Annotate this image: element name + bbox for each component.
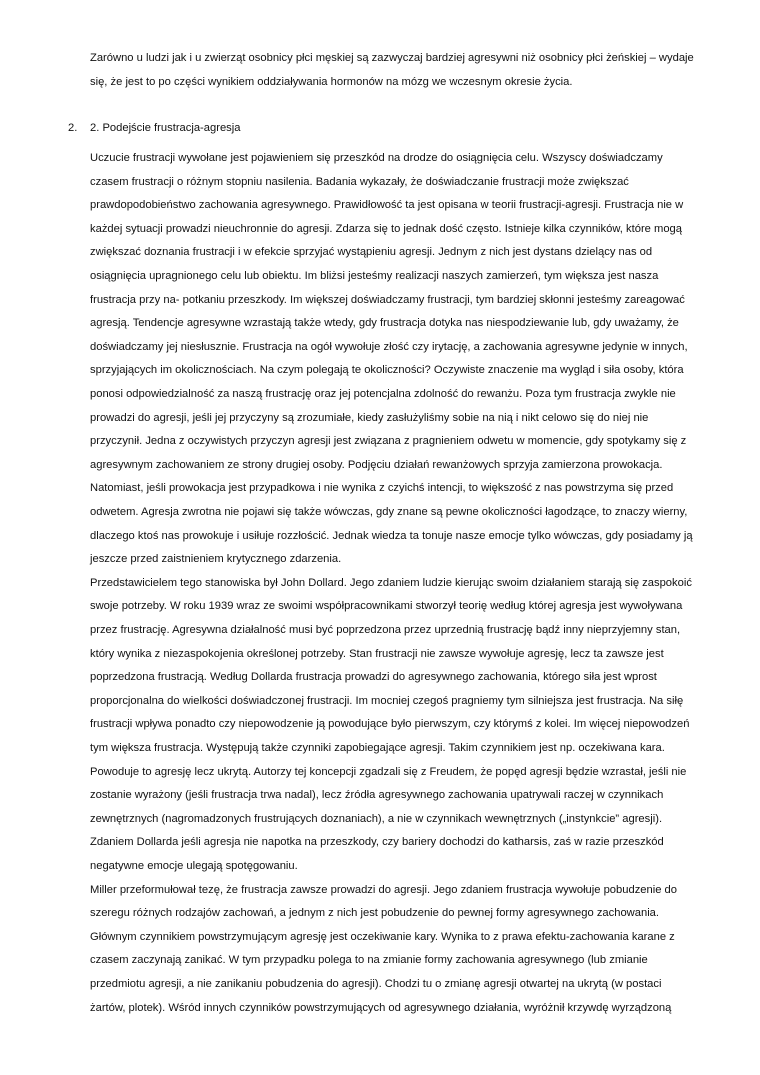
text-line: przez frustrację. Agresywna działalność musi być poprzedzona przez uprzednią frustrację bądź inny nieprzyjemny stan, (90, 624, 681, 636)
text-line: Natomiast, jeśli prowokacja jest przypadkowa i nie wynika z czyichś intencji, to większość z nas powstrzyma się przed (90, 482, 674, 495)
text-line: Głównym czynnikiem powstrzymującym agresję jest oczekiwanie kary. Wynika to z prawa efektu-zachowania karane z (90, 930, 675, 943)
text-line: odwetem. Agresja zwrotna nie pojawi się także wówczas, gdy znane są pewne okoliczności łagodzące, to znaczy wierny, (90, 506, 688, 518)
text-line: frustracja przy na- potkaniu przeszkody. Im większej doświadczamy frustracji, tym bardziej skłonni jesteśmy zareagować (90, 293, 685, 306)
text-line: agresją. Tendencje agresywne wzrastają także wtedy, gdy frustracja dotyka nas niespodziewanie lub, gdy uważamy, że (90, 317, 679, 330)
text-line: przedmiotu agresji, a nie zanikaniu pobudzenia do agresji). Chodzi tu o zmianę agresji otwartej na ukrytą (w postaci (90, 978, 662, 990)
text-line: frustracji wpływa ponadto czy niepowodzenie ją powodujące było pierwszym, czy którymś z kolei. Im więcej niepowodzeń (90, 718, 690, 731)
text-line: prawdopodobieństwo zachowania agresywnego. Prawidłowość ta jest opisana w teorii frustracji-agresji. Frustracja nie w (90, 199, 684, 212)
text-line: czasem frustracji o różnym stopniu nasilenia. Badania wykazały, że doświadczanie frustracji może zwiększać (90, 175, 629, 188)
text-line: Miller przeformułował tezę, że frustracja zawsze prowadzi do agresji. Jego zdaniem frustracja wywołuje pobudzenie do (90, 883, 677, 896)
text-line: każdej sytuacji prowadzi nieuchronnie do agresji. Zdarza się to jednak dość często. Istnieje kilka czynników, które mogą (90, 222, 682, 235)
text-line: żartów, plotek). Wśród innych czynników powstrzymujących od agresywnego działania, wyróżnił krzywdę wyrządzoną (90, 1001, 672, 1014)
text-line: tym większa frustracja. Występują także czynniki zapobiegające agresji. Takim czynnikiem jest np. oczekiwana kara. (90, 742, 665, 754)
text-line: Zarówno u ludzi jak i u zwierząt osobnicy płci męskiej są zazwyczaj bardziej agresywni niż osobnicy płci żeńskiej – wydaje (90, 52, 694, 64)
text-line: szeregu różnych rodzajów zachowań, a jednym z nich jest pobudzenie do pewnej formy agresywnego zachowania. (90, 907, 660, 920)
text-line: negatywne emocje ulegają spotęgowaniu. (90, 860, 298, 872)
text-line: Przedstawicielem tego stanowiska był John Dollard. Jego zdaniem ludzie kierując swoim działaniem starają się zaspokoić (90, 576, 692, 589)
section-number: 2. (68, 122, 78, 134)
text-line: zewnętrznych (nagromadzonych frustrujących doznaniach), a nie w czynnikach wewnętrznych („instynkcie” agresji). (90, 812, 663, 825)
text-line: sprzyjających im okolicznościach. Na czym polegają te okoliczności? Oczywiste znaczenie ma wygląd i siła osoby, która (90, 364, 684, 377)
text-line: jeszcze przed zaistnieniem krytycznego zdarzenia. (90, 553, 342, 566)
text-line: zwiększać doznania frustracji i w efekcie sprzyjać wystąpieniu agresji. Jednym z nich jest dystans dzielący nas od (90, 246, 653, 259)
text-line: swoje potrzeby. W roku 1939 wraz ze swoimi współpracownikami stworzył teorię według której agresja jest wywoływana (90, 600, 683, 613)
section-heading: 2. Podejście frustracja-agresja (90, 122, 241, 134)
text-line: przyczynił. Jedna z oczywistych przyczyn agresji jest związana z pragnieniem odwetu w momencie, gdy spotykamy się z (90, 435, 687, 448)
text-line: Powoduje to agresję lecz ukrytą. Autorzy tej koncepcji zgadzali się z Freudem, że popęd agresji będzie wzrastał, jeśli nie (90, 765, 687, 778)
text-line: Zdaniem Dollarda jeśli agresja nie napotka na przeszkody, czy bariery dochodzi do katharsis, zaś w razie przeszkód (90, 836, 664, 849)
text-line: agresywnym zachowaniem ze strony drugiej osoby. Podjęciu działań rewanżowych sprzyja zamierzona prowokacja. (90, 458, 663, 471)
text-line: Uczucie frustracji wywołane jest pojawieniem się przeszkód na drodze do osiągnięcia celu. Wszyscy doświadczamy (90, 152, 663, 164)
text-line: dlaczego ktoś nas prowokuje i usiłuje rozzłościć. Jednak wiedza ta tonuje nasze emocje tylko wówczas, gdy posiadamy ją (90, 529, 693, 542)
text-line: poprzedzona frustracją. Według Dollarda frustracja prowadzi do agresywnego zachowania, którego siła jest wprost (90, 671, 657, 684)
text-line: prowadzi do agresji, jeśli jej przyczyny są zrozumiałe, kiedy zasłużyliśmy sobie na nią i nikt celowo się do niej nie (90, 411, 649, 424)
text-line: który wynika z niezaspokojenia określonej potrzeby. Stan frustracji nie zawsze wywołuje agresję, lecz ta zawsze jest (90, 647, 664, 660)
text-line: ponosi odpowiedzialność za naszą frustrację oraz jej potencjalna zdolność do rewanżu. Poza tym frustracja zwykle nie (90, 388, 676, 400)
text-line: osiągnięcia upragnionego celu lub obiektu. Im bliżsi jesteśmy realizacji naszych zamierzeń, tym większa jest nasza (90, 270, 659, 282)
text-line: się, że jest to po części wynikiem oddziaływania hormonów na mózg we wczesnym okresie życia. (90, 75, 573, 88)
text-line: zostanie wyrażony (jeśli frustracja trwa nadal), lecz źródła agresywnego zachowania upatrywali raczej w czynnikach (90, 789, 664, 802)
text-line: doświadczamy jej niesłusznie. Frustracja na ogół wywołuje złość czy irytację, a zachowania agresywne jedynie w innych, (90, 340, 688, 353)
text-line: czasem zaczynają zanikać. W tym przypadku polega to na zmianie formy zachowania agresywnego (lub zmianie (90, 954, 648, 967)
text-line: proporcjonalna do wielkości doświadczonej frustracji. Im mocniej czegoś pragniemy tym silniejsza jest frustracja. Na siłę (90, 694, 684, 707)
